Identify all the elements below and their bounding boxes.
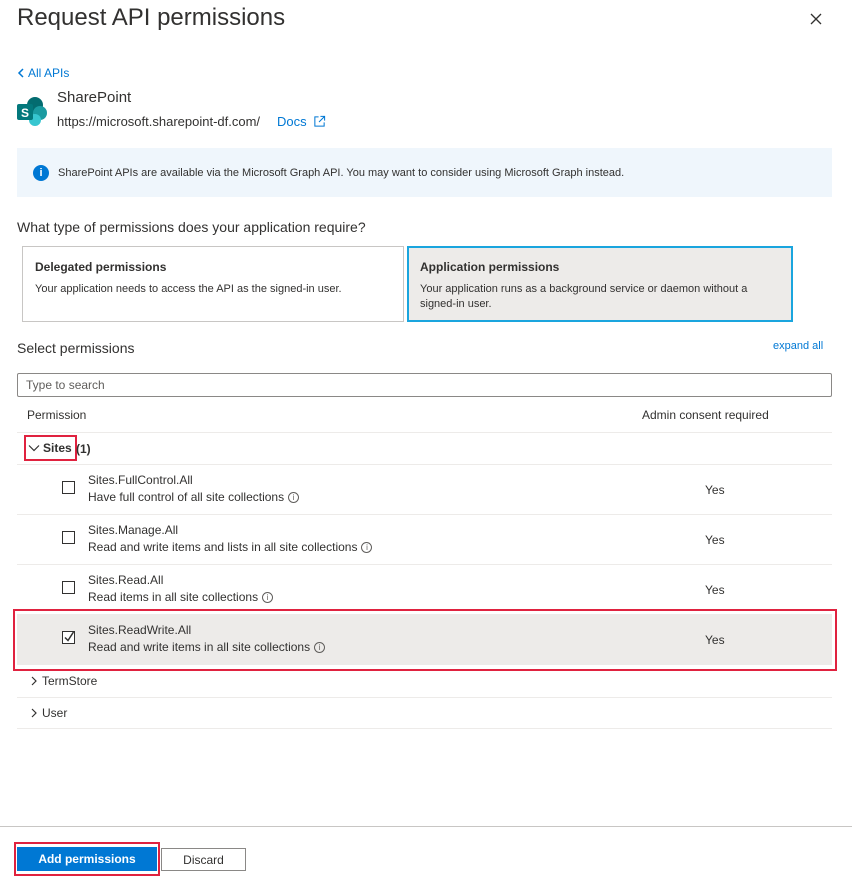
application-permissions-description: Your application runs as a background service or daemon without a signed-in user. bbox=[420, 283, 748, 310]
chevron-right-icon bbox=[31, 676, 37, 686]
back-link-label: All APIs bbox=[28, 66, 70, 80]
permission-name: Sites.Manage.All bbox=[88, 523, 179, 537]
info-banner-text: SharePoint APIs are available via the Microsoft Graph API. You may want to consider using Microsoft Graph instead. bbox=[58, 166, 625, 179]
select-permissions-label: Select permissions bbox=[17, 340, 135, 356]
divider bbox=[17, 728, 832, 729]
group-name-sites: Sites bbox=[43, 441, 72, 455]
permission-description-text: Read and write items in all site collections bbox=[88, 640, 311, 654]
sharepoint-logo-icon bbox=[16, 96, 48, 128]
chevron-right-icon bbox=[31, 708, 37, 718]
logo-letter: S bbox=[20, 106, 30, 120]
info-banner bbox=[17, 148, 832, 197]
close-icon[interactable] bbox=[806, 9, 826, 29]
group-toggle-termstore[interactable] bbox=[31, 674, 97, 688]
permission-description bbox=[88, 490, 299, 504]
permission-description-text: Read items in all site collections bbox=[88, 590, 259, 604]
api-url: https://microsoft.sharepoint-df.com/ bbox=[57, 114, 261, 129]
table-row bbox=[17, 465, 832, 515]
divider bbox=[17, 697, 832, 698]
info-circle-icon[interactable]: i bbox=[361, 542, 372, 553]
permission-name: Sites.ReadWrite.All bbox=[88, 623, 192, 637]
back-link[interactable] bbox=[17, 66, 69, 80]
docs-link-label: Docs bbox=[277, 114, 307, 129]
group-toggle-user[interactable] bbox=[31, 706, 67, 720]
info-circle-icon[interactable]: i bbox=[262, 592, 273, 603]
panel-title: Request API permissions bbox=[17, 4, 286, 31]
discard-button[interactable]: Discard bbox=[161, 848, 246, 871]
application-permissions-title: Application permissions bbox=[420, 260, 560, 274]
expand-all-link[interactable]: expand all bbox=[773, 340, 824, 352]
permission-type-question: What type of permissions does your application require? bbox=[17, 219, 366, 235]
permission-description-text: Have full control of all site collections bbox=[88, 490, 285, 504]
info-icon: i bbox=[33, 165, 49, 181]
docs-link[interactable] bbox=[277, 114, 326, 129]
search-input[interactable] bbox=[17, 373, 832, 397]
api-name: SharePoint bbox=[57, 89, 132, 106]
admin-consent-value: Yes bbox=[705, 633, 725, 647]
group-count-sites: (1) bbox=[76, 442, 91, 456]
info-circle-icon[interactable]: i bbox=[288, 492, 299, 503]
permission-description bbox=[88, 590, 273, 604]
selected-row-highlight bbox=[13, 609, 837, 671]
application-permissions-card[interactable] bbox=[407, 246, 793, 322]
group-name-termstore: TermStore bbox=[42, 674, 98, 688]
permission-description-text: Read and write items and lists in all site collections bbox=[88, 540, 358, 554]
delegated-permissions-title: Delegated permissions bbox=[35, 260, 167, 274]
external-link-icon bbox=[313, 115, 326, 128]
info-circle-icon[interactable]: i bbox=[314, 642, 325, 653]
add-permissions-button[interactable]: Add permissions bbox=[17, 847, 157, 871]
table-row bbox=[17, 515, 832, 565]
permission-checkbox[interactable] bbox=[62, 531, 75, 544]
admin-consent-value: Yes bbox=[705, 483, 725, 497]
permission-checkbox[interactable] bbox=[62, 581, 75, 594]
permission-checkbox[interactable] bbox=[62, 481, 75, 494]
group-name-user: User bbox=[42, 706, 68, 720]
chevron-down-icon bbox=[28, 444, 40, 452]
admin-consent-value: Yes bbox=[705, 533, 725, 547]
delegated-permissions-description: Your application needs to access the API as the signed-in user. bbox=[35, 283, 342, 295]
chevron-left-icon bbox=[17, 68, 25, 78]
permission-name: Sites.FullControl.All bbox=[88, 473, 193, 487]
delegated-permissions-card[interactable] bbox=[22, 246, 404, 322]
permission-description bbox=[88, 540, 372, 554]
permission-name: Sites.Read.All bbox=[88, 573, 164, 587]
admin-consent-value: Yes bbox=[705, 583, 725, 597]
group-toggle-sites[interactable] bbox=[24, 435, 77, 461]
table-row bbox=[17, 565, 832, 615]
column-header-permission: Permission bbox=[27, 408, 87, 422]
footer-divider bbox=[0, 826, 852, 827]
column-header-admin-consent: Admin consent required bbox=[642, 408, 769, 422]
